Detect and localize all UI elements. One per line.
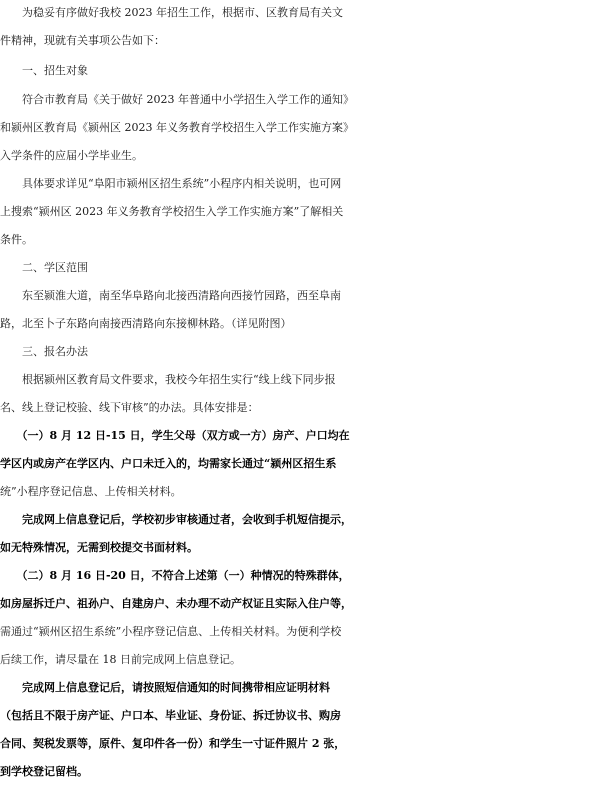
text-line: 需通过“颍州区招生系统”小程序登记信息、上传相关材料。为便利学校 <box>0 625 342 638</box>
text-line: 入学条件的应届小学毕业生。 <box>0 149 143 162</box>
bold-text-line: （包括且不限于房产证、户口本、毕业证、身份证、拆迁协议书、购房 <box>0 709 341 722</box>
bold-text-line: 如无特殊情况，无需到校提交书面材料。 <box>0 541 198 554</box>
bold-text-line: （一）8 月 12 日-15 日，学生父母（双方或一方）房产、户口均在 <box>0 429 350 442</box>
text-line: 名、线上登记校验、线下审核”的办法。具体安排是： <box>0 401 259 414</box>
text-line: 条件。 <box>0 233 33 246</box>
section-heading: 二、学区范围 <box>0 261 88 274</box>
text-line: 和颍州区教育局《颍州区 2023 年义务教育学校招生入学工作实施方案》 <box>0 121 354 134</box>
text-line: 路，北至卜子东路向南接西清路向东接柳林路。（详见附图） <box>0 317 292 330</box>
bold-text-line: 完成网上信息登记后，学校初步审核通过者，会收到手机短信提示， <box>0 513 352 526</box>
text-line: 根据颍州区教育局文件要求，我校今年招生实行“线上线下同步报 <box>0 373 336 386</box>
text-line: 上搜索“颍州区 2023 年义务教育学校招生入学工作实施方案”了解相关 <box>0 205 344 218</box>
section-heading: 一、招生对象 <box>0 64 88 77</box>
text-line: 具体要求详见“阜阳市颍州区招生系统”小程序内相关说明，也可网 <box>0 177 342 190</box>
bold-text-line: 学区内或房产在学区内、户口未迁入的，均需家长通过“颍州区招生系 <box>0 457 337 470</box>
section-heading: 三、报名办法 <box>0 345 88 358</box>
text-line: 东至颍淮大道，南至华阜路向北接西清路向西接竹园路，西至阜南 <box>0 289 341 302</box>
text-line: 件精神，现就有关事项公告如下： <box>0 34 165 47</box>
text-line: 后续工作，请尽量在 18 日前完成网上信息登记。 <box>0 653 241 666</box>
bold-text-line: （二）8 月 16 日-20 日，不符合上述第（一）种情况的特殊群体， <box>0 569 350 582</box>
bold-text-line: 完成网上信息登记后，请按照短信通知的时间携带相应证明材料 <box>0 681 330 694</box>
bold-text-line: 到学校登记留档。 <box>0 765 88 778</box>
text-line: 统”小程序登记信息、上传相关材料。 <box>0 485 182 498</box>
bold-text-line: 如房屋拆迁户、祖孙户、自建房户、未办理不动产权证且实际入住户等， <box>0 597 352 610</box>
text-line: 符合市教育局《关于做好 2023 年普通中小学招生入学工作的通知》 <box>0 93 354 106</box>
text-line: 为稳妥有序做好我校 2023 年招生工作，根据市、区教育局有关文 <box>0 6 343 19</box>
bold-text-line: 合同、契税发票等，原件、复印件各一份）和学生一寸证件照片 2 张， <box>0 737 346 750</box>
